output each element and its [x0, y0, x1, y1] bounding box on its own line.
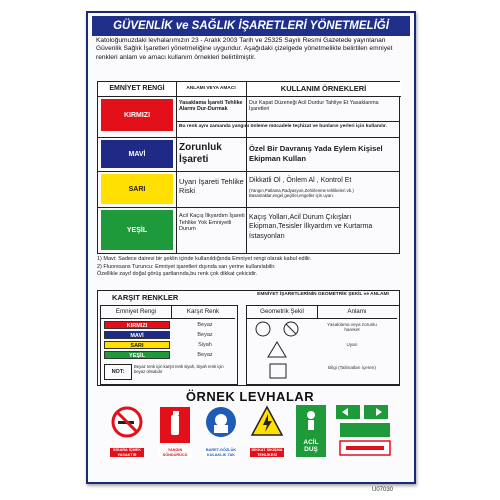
sign-label: DİKKAT SIKIŞMA TEHLİKESİ: [251, 448, 283, 457]
notes-block: [97, 256, 400, 279]
meaning-red: Yasaklama İşareti Tehlike Alarmı Dur-Durmak: [179, 100, 243, 113]
geometry-meaning-2: Uyarı: [346, 342, 358, 347]
sign-title: GÜVENLİK ve SAĞLIK İŞARETLERİ YÖNETMELİĞİ: [92, 16, 410, 36]
contrast-col2: Karşıt Renk: [171, 306, 235, 319]
contrast-swatch-yellow: SARI: [104, 341, 170, 349]
exit-icons: [336, 405, 392, 457]
color-cell-yellow: SARI: [101, 174, 173, 204]
sign-label: SİGARA İÇMEK YASAKTIR: [110, 448, 144, 457]
sign-danger: [250, 405, 284, 457]
geometry-shapes: [251, 320, 311, 382]
contrast-geometry-box: [97, 290, 400, 386]
meaning-green: Acil Kaçış İlkyardım İşareti Tehlike Yok Emniyetli Durum: [179, 213, 245, 233]
square-icon: [270, 364, 286, 378]
contrast-green: Beyaz: [197, 352, 213, 358]
fire-extinguisher-icon: [158, 405, 192, 445]
geometry-col1: Geometrik Şekil: [247, 306, 318, 319]
face-shield-icon: [204, 405, 238, 445]
examples-blue: Özel Bir Davranış Yada Eylem Kişisel Ekipman Kullan: [249, 144, 383, 163]
examples-yellow: Dikkatli Ol , Önlem Al , Kontrol Et: [249, 177, 352, 184]
examples-red: Dur Kapat Düzeneği Acil Durdur Tahliye Et Yasaklanma İşaretleri: [249, 100, 379, 113]
triangle-icon: [268, 342, 286, 357]
sign-label: ACİL DUŞ: [303, 439, 319, 453]
contrast-yellow: Siyah: [198, 342, 212, 348]
header-color: EMNİYET RENGİ: [98, 82, 176, 97]
geometry-meaning-3: Bilgi (Talimatları içeren): [328, 365, 376, 370]
contrast-col1: Emniyet Rengi: [101, 306, 172, 319]
note-2: 2) Fluoresans Turuncu: Emniyet işaretleri dışında sarı yerine kullanılabilir.: [97, 263, 276, 270]
no-smoking-icon: [110, 405, 144, 445]
examples-green: Kaçış Yolları,Acil Durum Çıkışları Ekipman,Tesisler İlkyardım ve Kurtarma İstasyonları: [249, 214, 373, 240]
safety-color-table: [97, 81, 400, 254]
header-examples: KULLANIM ÖRNEKLERİ: [246, 82, 401, 97]
color-cell-green: YEŞİL: [101, 210, 173, 250]
color-cell-red: KIRMIZI: [101, 99, 173, 131]
intro-text: Katoloğumuzdaki levhalarımızın 23 - Aralık 2003 Tarih ve 25325 Sayılı Resmi Gazetede yayınlanan Güvenlik Sağlık İşaretleri yönetmeliğine uygundur. Aşağıdaki çizelgede yönetmelikte belirtilen emniyet renkleri anlam ve amacı kullanım örnekleri belirtilmiştir.: [96, 37, 393, 61]
sign-exit-group: [336, 405, 392, 457]
note-1: 1) Mavi: Sadece dairevi bir şeklin içinde kullanıldığında Emniyet rengi olarak kabul edilir.: [97, 256, 312, 262]
sign-label: BARET-GÖZLÜK KULAKLIK TAK: [205, 448, 237, 457]
contrast-swatch-green: YEŞİL: [104, 351, 170, 359]
geometry-table: [246, 305, 400, 385]
sign-no-smoking: [110, 405, 144, 457]
sign-label: YANGIN SÖNDÜRÜCÜ: [158, 448, 192, 457]
header-meaning: ANLAMI VEYA AMACI: [176, 82, 246, 97]
electric-hazard-icon: [250, 405, 284, 445]
note-label: NOT:: [104, 364, 132, 380]
color-cell-blue: MAVİ: [101, 140, 173, 168]
meaning-yellow: Uyarı İşareti Tehlike Riski: [179, 177, 244, 195]
contrast-swatch-red: KIRMIZI: [104, 321, 170, 329]
sign-emergency-shower: [296, 405, 326, 457]
contrast-table: [100, 305, 238, 385]
sign-ppe: [204, 405, 238, 457]
product-code: U07030: [372, 487, 394, 493]
contrast-swatch-blue: MAVİ: [104, 331, 170, 339]
sign-fire-extinguisher: [158, 405, 192, 457]
examples-title: ÖRNEK LEVHALAR: [185, 389, 315, 404]
meaning-blue: Zorunluk İşareti: [179, 142, 222, 165]
geometry-col2: Anlamı: [317, 306, 397, 319]
circle-slash-icon: [256, 322, 298, 336]
note-3: Özellikle zayıf doğal görüş şartlarında,bu renk çok dikkat çekicidir.: [97, 271, 258, 277]
contrast-title: KARŞIT RENKLER: [112, 293, 179, 302]
contrast-note: Beyaz renk için karşıt renk siyah, Siyah renk için beyaz olmalıdır: [134, 364, 224, 375]
red-extra-note: Bu renk aynı zamanda yangını önleme mücadele teçhizat ve bunların yerleri için kullanılır.: [179, 124, 387, 129]
contrast-blue: Beyaz: [197, 332, 213, 338]
examples-yellow-small: (Yangın,Patlama,Radyasyon,Zehirlenme tehlikeleri vb.) Basamaklar,engel,geçitler,engeller için uyarı.: [249, 188, 354, 199]
geometry-title: EMNİYET İŞARETLERİNİN GEOMETRİK ŞEKİL ve ANLAMI: [257, 292, 389, 297]
geometry-meaning-1: Yasaklama veya zorunlu hareket: [327, 322, 377, 333]
contrast-red: Beyaz: [197, 322, 213, 328]
